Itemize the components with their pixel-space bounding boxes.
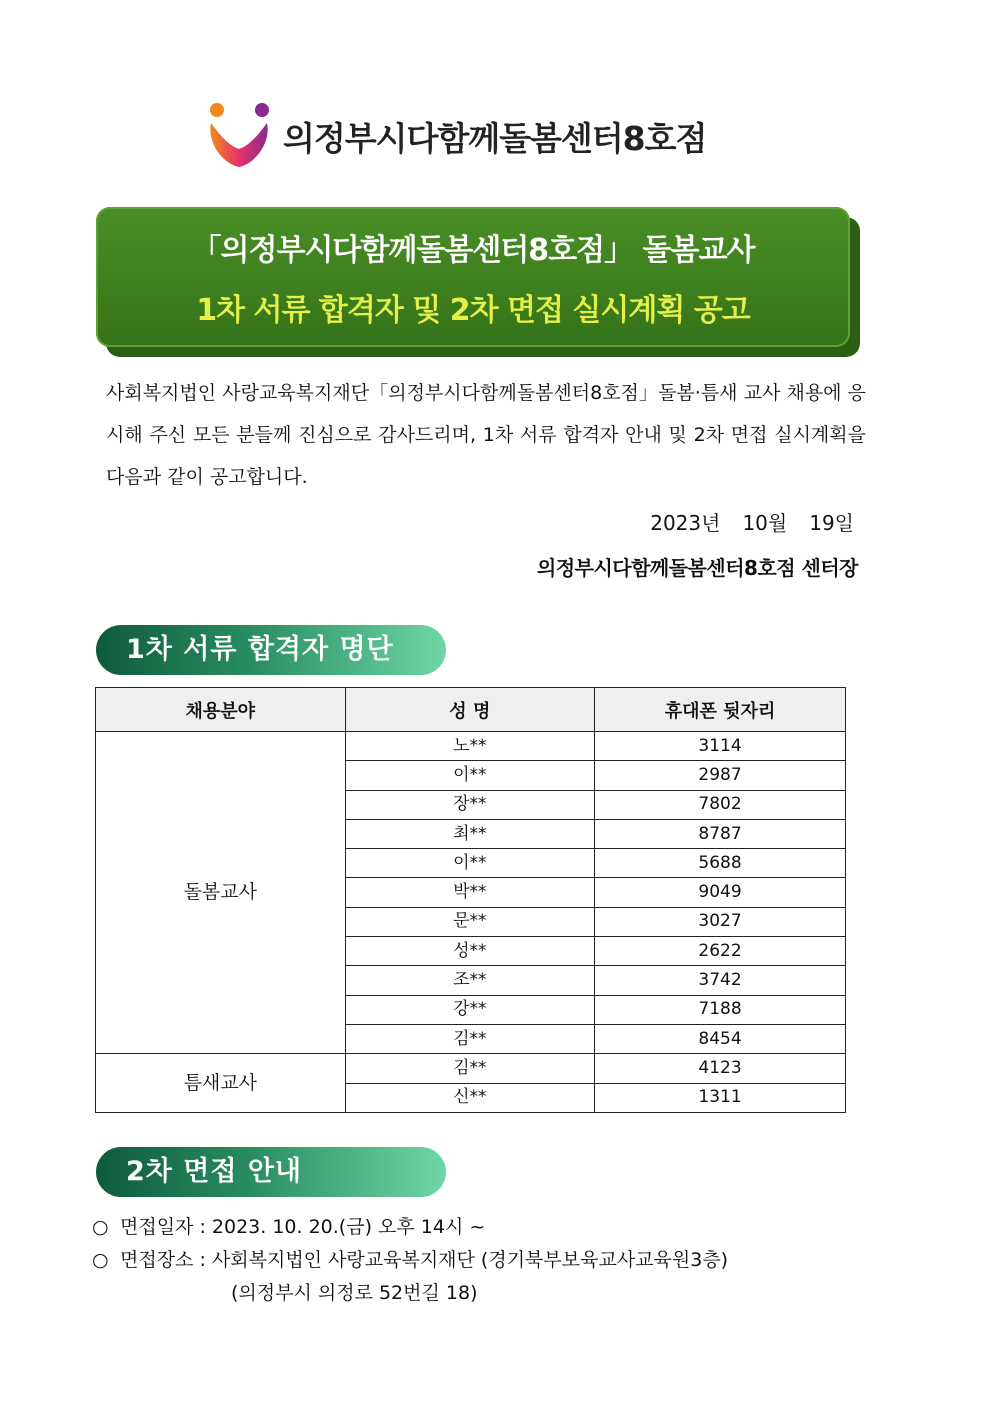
field-cell: 돌봄교사 bbox=[96, 732, 346, 1054]
applicant-table bbox=[95, 687, 846, 1113]
header-logo-row bbox=[205, 100, 706, 172]
intro-paragraph: 사회복지법인 사랑교육복지재단「의정부시다함께돌봄센터8호점」돌봄·틈새 교사 채용에 응시해 주신 모든 분들께 진심으로 감사드리며, 1차 서류 합격자 안내 및 2차 면접 실시계획을 다음과 같이 공고합니다. bbox=[106, 382, 866, 488]
interview-notes bbox=[92, 1211, 728, 1310]
name-cell: 조** bbox=[345, 966, 595, 995]
announcement-date bbox=[650, 507, 854, 536]
note-date bbox=[92, 1211, 728, 1244]
phone-cell: 8454 bbox=[595, 1024, 846, 1053]
date-day: 19일 bbox=[809, 511, 854, 535]
phone-cell: 2987 bbox=[595, 761, 846, 790]
center-logo-icon bbox=[205, 101, 273, 171]
field-cell: 틈새교사 bbox=[96, 1054, 346, 1113]
name-cell: 최** bbox=[345, 819, 595, 848]
phone-cell: 3742 bbox=[595, 966, 846, 995]
name-cell: 김** bbox=[345, 1054, 595, 1083]
name-cell: 강** bbox=[345, 995, 595, 1024]
bullet-icon: ○ bbox=[92, 1249, 109, 1271]
phone-cell: 4123 bbox=[595, 1054, 846, 1083]
table-row bbox=[96, 1054, 846, 1083]
interview-address: (의정부시 의정로 52번길 18) bbox=[231, 1282, 478, 1304]
name-cell: 박** bbox=[345, 878, 595, 907]
phone-cell: 1311 bbox=[595, 1083, 846, 1112]
interview-date: 면접일자 : 2023. 10. 20.(금) 오후 14시 ~ bbox=[120, 1216, 486, 1238]
name-cell: 문** bbox=[345, 907, 595, 936]
name-cell: 이** bbox=[345, 761, 595, 790]
interview-place: 면접장소 : 사회복지법인 사랑교육복지재단 (경기북부보육교사교육원3층) bbox=[120, 1249, 729, 1271]
name-cell: 성** bbox=[345, 937, 595, 966]
phone-cell: 3027 bbox=[595, 907, 846, 936]
table-header-row bbox=[96, 688, 846, 732]
header-field: 채용분야 bbox=[96, 688, 346, 732]
phone-cell: 9049 bbox=[595, 878, 846, 907]
section-title-applicants: 1차 서류 합격자 명단 bbox=[96, 625, 446, 675]
date-year: 2023년 bbox=[650, 511, 721, 535]
phone-cell: 2622 bbox=[595, 937, 846, 966]
date-month: 10월 bbox=[742, 511, 788, 535]
table-body bbox=[96, 732, 846, 1113]
section-title-interview: 2차 면접 안내 bbox=[96, 1147, 446, 1197]
name-cell: 이** bbox=[345, 849, 595, 878]
bullet-icon: ○ bbox=[92, 1216, 109, 1238]
signer: 의정부시다함께돌봄센터8호점 센터장 bbox=[537, 556, 858, 580]
banner-title: 「의정부시다함께돌봄센터8호점」 돌봄교사 bbox=[191, 233, 755, 268]
header-name: 성 명 bbox=[345, 688, 595, 732]
banner-subtitle: 1차 서류 합격자 및 2차 면접 실시계획 공고 bbox=[196, 293, 750, 328]
phone-cell: 5688 bbox=[595, 849, 846, 878]
title-banner bbox=[96, 207, 860, 357]
phone-cell: 8787 bbox=[595, 819, 846, 848]
name-cell: 장** bbox=[345, 790, 595, 819]
phone-cell: 3114 bbox=[595, 732, 846, 761]
name-cell: 신** bbox=[345, 1083, 595, 1112]
phone-cell: 7188 bbox=[595, 995, 846, 1024]
name-cell: 노** bbox=[345, 732, 595, 761]
note-place bbox=[92, 1244, 728, 1277]
org-name: 의정부시다함께돌봄센터8호점 bbox=[283, 118, 707, 158]
banner-panel bbox=[96, 207, 850, 347]
phone-cell: 7802 bbox=[595, 790, 846, 819]
header-phone: 휴대폰 뒷자리 bbox=[595, 688, 846, 732]
table-row bbox=[96, 732, 846, 761]
name-cell: 김** bbox=[345, 1024, 595, 1053]
